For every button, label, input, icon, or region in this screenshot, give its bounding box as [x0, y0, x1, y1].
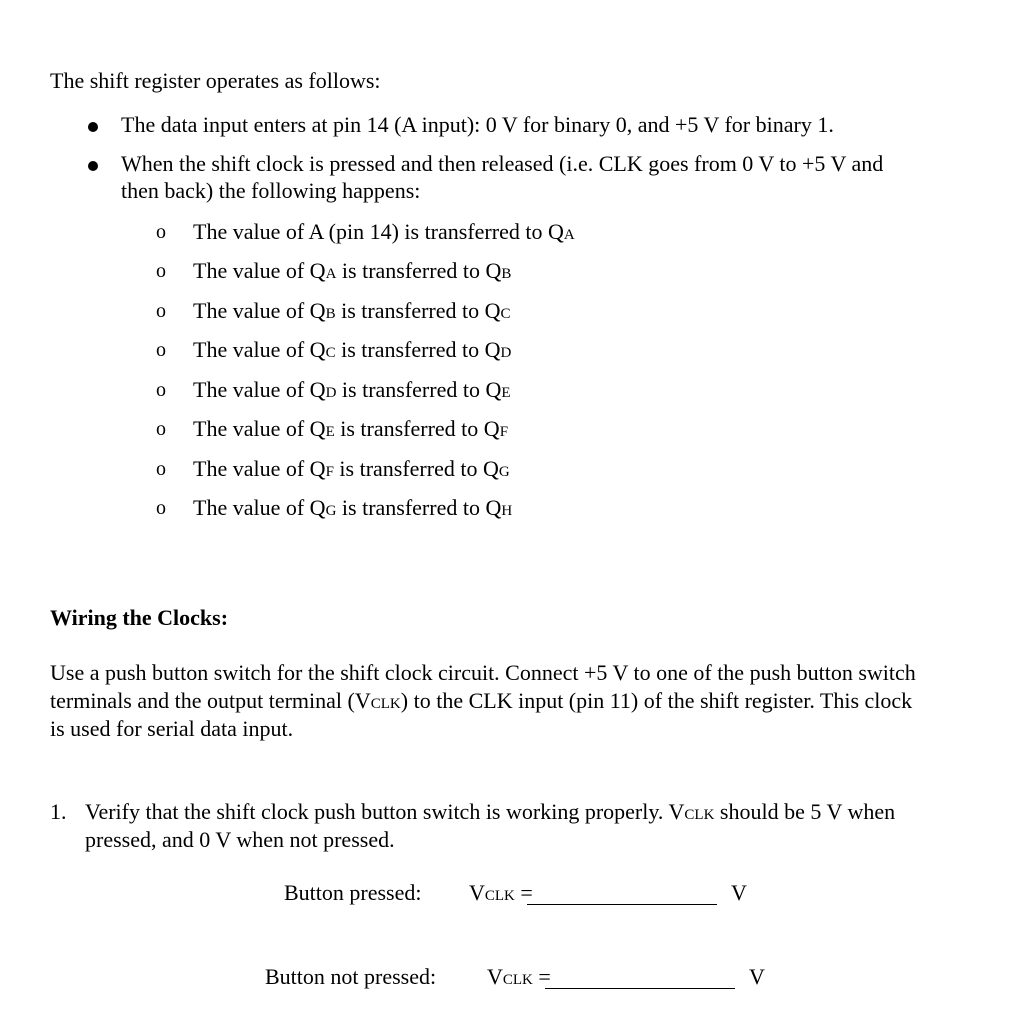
measurement-var-pressed: VCLK =	[469, 880, 533, 905]
bullet-text-2-line2: then back) the following happens:	[121, 178, 421, 203]
answer-field-not-pressed[interactable]	[545, 968, 735, 989]
sub-item-2: The value of QA is transferred to QB	[193, 258, 512, 283]
wiring-paragraph-line1: Use a push button switch for the shift clock circuit. Connect +5 V to one of the push button switch	[50, 660, 916, 685]
sub-marker: o	[156, 260, 166, 282]
sub-marker: o	[156, 379, 166, 401]
sub-marker: o	[156, 300, 166, 322]
sub-item-5: The value of QD is transferred to QE	[193, 377, 511, 402]
bullet-marker	[88, 161, 98, 171]
section-heading: Wiring the Clocks:	[50, 605, 229, 630]
sub-marker: o	[156, 418, 166, 440]
sub-item-3: The value of QB is transferred to QC	[193, 298, 511, 323]
sub-marker: o	[156, 458, 166, 480]
measurement-unit-pressed: V	[731, 880, 747, 905]
wiring-paragraph-line2: terminals and the output terminal (VCLK) to the CLK input (pin 11) of the shift register. This clock	[50, 688, 913, 713]
step-text-line2: pressed, and 0 V when not pressed.	[85, 827, 395, 852]
step-number: 1.	[50, 799, 67, 824]
sub-item-4: The value of QC is transferred to QD	[193, 337, 512, 362]
measurement-var-not-pressed: VCLK =	[487, 964, 551, 989]
sub-marker: o	[156, 339, 166, 361]
sub-item-8: The value of QG is transferred to QH	[193, 495, 513, 520]
bullet-text-2-line1: When the shift clock is pressed and then released (i.e. CLK goes from 0 V to +5 V and	[121, 151, 884, 176]
wiring-paragraph-line3: is used for serial data input.	[50, 716, 294, 741]
measurement-label-pressed: Button pressed:	[284, 880, 422, 905]
step-text-line1: Verify that the shift clock push button switch is working properly. VCLK should be 5 V when	[85, 799, 896, 824]
sub-item-6: The value of QE is transferred to QF	[193, 416, 509, 441]
intro-text: The shift register operates as follows:	[50, 68, 381, 93]
sub-marker: o	[156, 497, 166, 519]
sub-item-1: The value of A (pin 14) is transferred to QA	[193, 219, 575, 244]
bullet-text-1: The data input enters at pin 14 (A input): 0 V for binary 0, and +5 V for binary 1.	[121, 112, 834, 137]
answer-field-pressed[interactable]	[527, 884, 717, 905]
measurement-unit-not-pressed: V	[749, 964, 765, 989]
measurement-label-not-pressed: Button not pressed:	[265, 964, 437, 989]
bullet-marker	[88, 122, 98, 132]
sub-item-7: The value of QF is transferred to QG	[193, 456, 510, 481]
sub-marker: o	[156, 221, 166, 243]
